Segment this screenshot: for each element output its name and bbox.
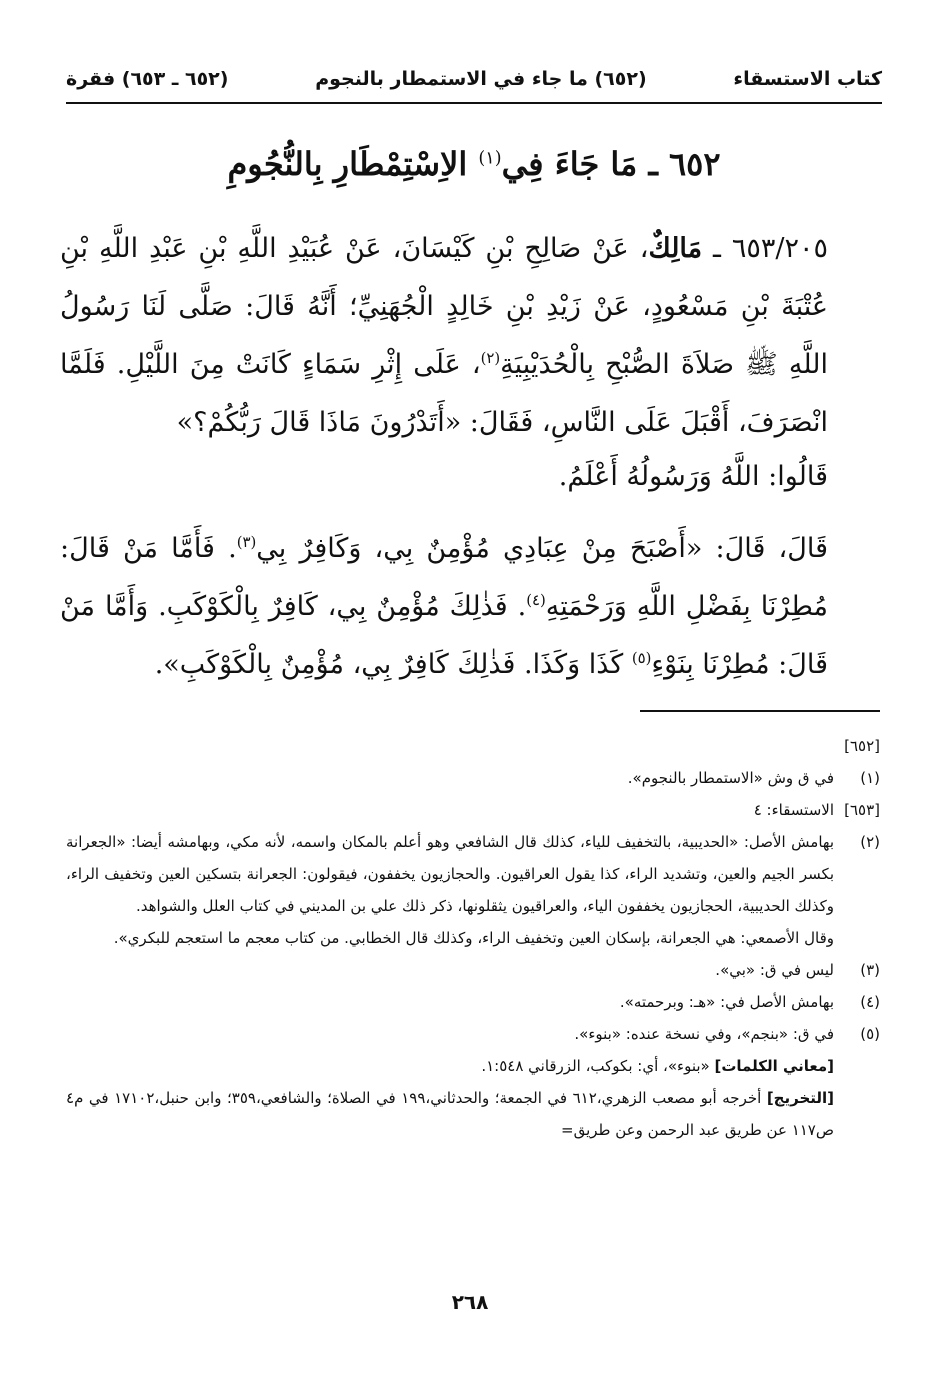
- takhrij-text: أخرجه أبو مصعب الزهري،٦١٢ في الجمعة؛ والحدثاني،١٩٩ في الصلاة؛ والشافعي،٣٥٩؛ وابن حنبل،١٧١٠٢ في م٤ ص١١٧ عن طريق عبد الرحمن وعن طريق=: [66, 1089, 834, 1139]
- footnote-ref-1: (١): [478, 148, 502, 169]
- section-ref-653: [٦٥٣]: [844, 801, 880, 819]
- footnote-3-text: ليس في ق: «بي».: [715, 961, 834, 979]
- hadith-narrator: مَالِكٌ: [648, 233, 703, 264]
- saying-text-3: . فَذٰلِكَ مُؤْمِنٌ بِي، كَافِرٌ بِالْكَوْكَبِ. وَأَمَّا مَنْ قَالَ: مُطِرْنَا بِنَوْءِ: [60, 591, 828, 680]
- header-paragraph-range: (٦٥٢ ـ ٦٥٣) فقرة: [66, 68, 229, 90]
- footnote-section-652: [66, 730, 880, 762]
- footnote-3: [66, 954, 880, 986]
- word-meanings-text: «بنوء»، أي: بكوكب، الزرقاني ١:٥٤٨.: [481, 1057, 715, 1075]
- chapter-title-rest: الاِسْتِمْطَارِ بِالنُّجُومِ: [227, 145, 479, 183]
- saying-text-1: قَالَ، قَالَ: «أَصْبَحَ مِنْ عِبَادِي مُؤْمِنٌ بِي، وَكَافِرٌ بِي: [256, 533, 829, 564]
- saying-text-4: كَذَا وَكَذَا. فَذٰلِكَ كَافِرٌ بِي، مُؤْمِنٌ بِالْكَوْكَبِ».: [154, 649, 632, 680]
- running-header: [66, 62, 882, 96]
- header-book-title: كتاب الاستسقاء: [733, 68, 882, 90]
- footnote-1: [66, 762, 880, 794]
- footnote-4-marker: (٤): [860, 993, 880, 1011]
- answer-text: قَالُوا: اللَّهُ وَرَسُولُهُ أَعْلَمُ.: [558, 461, 828, 492]
- page-number: ٢٦٨: [451, 1290, 489, 1314]
- word-meanings: [66, 1050, 880, 1082]
- footnote-5: [66, 1018, 880, 1050]
- footnote-1-text: في ق وش «الاستمطار بالنجوم».: [627, 769, 834, 787]
- footnote-1-marker: (١): [860, 769, 880, 787]
- saying-paragraph: [60, 520, 880, 694]
- footnote-section-653: [66, 794, 880, 826]
- section-ref-653-text: الاستسقاء: ٤: [753, 801, 834, 819]
- section-ref-652: [٦٥٢]: [844, 737, 880, 755]
- footnote-3-marker: (٣): [860, 961, 880, 979]
- footnote-2-continued: [66, 922, 880, 954]
- answer-paragraph: [60, 448, 880, 506]
- header-chapter-title: (٦٥٢) ما جاء في الاستمطار بالنجوم: [315, 68, 647, 90]
- footnote-2-marker: (٢): [860, 833, 880, 851]
- chapter-title: [66, 138, 882, 190]
- footnote-2-text-b: وقال الأصمعي: هي الجعرانة، بإسكان العين وتخفيف الراء، وكذلك قال الخطابي. من كتاب معجم ما استعجم للبكري».: [113, 929, 834, 947]
- footnote-ref-3: (٣): [236, 533, 257, 551]
- takhrij: [66, 1082, 880, 1146]
- hadith-number: ٦٥٣/٢٠٥ ـ: [702, 233, 828, 264]
- footnote-2: [66, 826, 880, 922]
- footnotes: [66, 730, 880, 1146]
- footnote-ref-2: (٢): [480, 349, 501, 367]
- word-meanings-label: [معاني الكلمات]: [714, 1057, 834, 1075]
- hadith-paragraph: [60, 220, 880, 452]
- hadith-text-1: ، عَنْ صَالِحِ بْنِ كَيْسَانَ، عَنْ عُبَيْدِ اللَّهِ بْنِ عَبْدِ اللَّهِ بْنِ عُتْبَةَ بْنِ مَسْعُودٍ، عَنْ زَيْدِ بْنِ خَالِدٍ الْجُهَنِيِّ؛ أَنَّهُ قَالَ: صَلَّى لَنَا رَسُولُ اللَّهِ ﷺ صَلاَةَ الصُّبْحِ بِالْحُدَيْبِيَةِ: [60, 233, 829, 380]
- footnote-2-text-a: بهامش الأصل: «الحديبية، بالتخفيف للياء، كذلك قال الشافعي وهو أعلم بالمكان واسمه، لأنه مكي، وبهامشه أيضا: «الجعرانة بكسر الجيم والعين، وتشديد الراء، كذا يقول العراقيون. والحجازيون يخففون، فيقولون: الجعرانة بتسكين العين وتخفيف الراء، وكذلك الحديبية، الحجازيون يخففون الياء، والعراقيون يثقلونها، ذكر ذلك علي بن المديني في كتاب العلل والشواهد.: [66, 833, 834, 915]
- header-rule: [66, 102, 882, 104]
- footnote-separator: [640, 710, 880, 712]
- footnote-ref-4: (٤): [526, 591, 546, 609]
- takhrij-label: [التخريج]: [766, 1089, 835, 1107]
- saying-text-2: . فَأَمَّا مَنْ قَالَ: مُطِرْنَا بِفَضْلِ اللَّهِ وَرَحْمَتِهِ: [60, 533, 828, 622]
- footnote-ref-5: (٥): [631, 649, 652, 667]
- footnote-4: [66, 986, 880, 1018]
- hadith-text-2: ، عَلَى إِثْرِ سَمَاءٍ كَانَتْ مِنَ اللَّيْلِ. فَلَمَّا انْصَرَفَ، أَقْبَلَ عَلَى النَّاسِ، فَقَالَ: «أَتَدْرُونَ مَاذَا قَالَ رَبُّكُمْ؟»: [60, 349, 828, 438]
- footnote-5-marker: (٥): [860, 1025, 880, 1043]
- footnote-4-text: بهامش الأصل في: «هـ: وبرحمته».: [619, 993, 834, 1011]
- footnote-5-text: في ق: «بنجم»، وفي نسخة عنده: «بنوء».: [574, 1025, 834, 1043]
- chapter-title-main: ٦٥٢ ـ مَا جَاءَ فِي: [501, 145, 721, 183]
